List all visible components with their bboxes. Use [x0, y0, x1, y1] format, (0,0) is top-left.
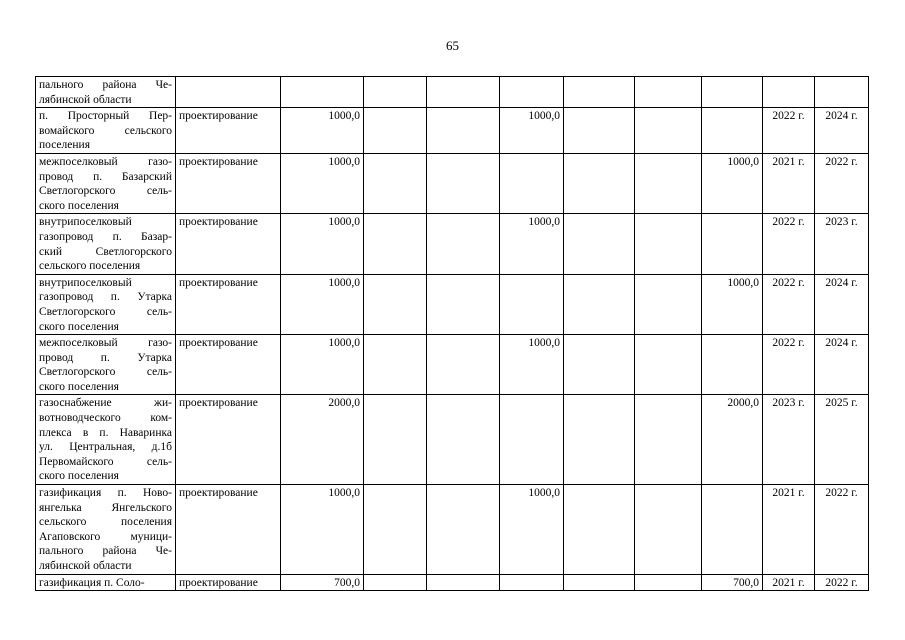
- object-name-line: п. Просторный Пер-: [39, 110, 172, 123]
- object-name-line: Агаповского муници-: [39, 530, 172, 543]
- object-name-line: пального района Че-: [39, 545, 172, 558]
- value-cell: [364, 153, 427, 213]
- value-cell: [564, 485, 635, 575]
- object-name-line: лябинской области: [39, 560, 132, 572]
- value-cell: [564, 108, 635, 154]
- value-cell: [564, 274, 635, 334]
- value-cell: [427, 214, 500, 274]
- object-name-line: вотноводческого ком-: [39, 412, 172, 425]
- value-cell: [635, 108, 702, 154]
- end-year-cell: 2022 г.: [815, 485, 869, 575]
- object-name-line: ского поселения: [39, 380, 119, 393]
- total-cell: 1000,0: [281, 108, 364, 154]
- value-cell: 700,0: [702, 574, 763, 591]
- table-row: [36, 395, 869, 485]
- value-cell: [564, 214, 635, 274]
- value-cell: [564, 335, 635, 395]
- object-name-line: провод п. Базарский: [39, 170, 172, 183]
- value-cell: [500, 395, 564, 485]
- value-cell: [427, 77, 500, 108]
- value-cell: [564, 574, 635, 591]
- object-name-line: внутрипоселковый: [39, 276, 132, 289]
- object-name-line: сельского поселения: [39, 516, 172, 529]
- value-cell: [364, 77, 427, 108]
- value-cell: 1000,0: [500, 485, 564, 575]
- object-name-cell: [36, 108, 176, 154]
- value-cell: [635, 485, 702, 575]
- object-name-line: Светлогорского сель-: [39, 185, 172, 198]
- stage-cell: проектирование: [176, 395, 281, 485]
- value-cell: [702, 335, 763, 395]
- value-cell: [500, 77, 564, 108]
- value-cell: [427, 335, 500, 395]
- stage-cell: [176, 77, 281, 108]
- object-name-line: лябинской области: [39, 93, 132, 106]
- object-name-cell: [36, 574, 176, 591]
- object-name-line: ул. Центральная, д.1б: [39, 441, 172, 454]
- value-cell: [702, 108, 763, 154]
- stage-cell: проектирование: [176, 335, 281, 395]
- object-name-line: межпоселковый газо-: [39, 337, 172, 350]
- object-name-line: пального района Че-: [39, 79, 172, 91]
- value-cell: 1000,0: [702, 153, 763, 213]
- stage-cell: проектирование: [176, 574, 281, 591]
- object-name-cell: [36, 395, 176, 485]
- value-cell: [364, 335, 427, 395]
- start-year-cell: 2021 г.: [763, 574, 815, 591]
- table-row: [36, 77, 869, 108]
- total-cell: 1000,0: [281, 153, 364, 213]
- end-year-cell: 2025 г.: [815, 395, 869, 485]
- object-name-line: Первомайского сель-: [39, 455, 172, 468]
- value-cell: [427, 485, 500, 575]
- value-cell: 1000,0: [500, 214, 564, 274]
- end-year-cell: 2023 г.: [815, 214, 869, 274]
- total-cell: 700,0: [281, 574, 364, 591]
- stage-cell: проектирование: [176, 274, 281, 334]
- object-name-line: плекса в п. Наваринка: [39, 426, 172, 439]
- object-name-line: внутрипоселковый: [39, 216, 132, 229]
- object-name-cell: [36, 153, 176, 213]
- object-name-line: ского поселения: [39, 320, 119, 333]
- object-name-line: межпоселковый газо-: [39, 155, 172, 168]
- total-cell: 1000,0: [281, 214, 364, 274]
- object-name-line: янгелька Янгельского: [39, 501, 172, 514]
- total-cell: [281, 77, 364, 108]
- object-name-cell: [36, 214, 176, 274]
- object-name-line: Светлогорского сель-: [39, 366, 172, 379]
- object-name-line: ского поселения: [39, 470, 119, 483]
- stage-cell: проектирование: [176, 108, 281, 154]
- value-cell: [635, 214, 702, 274]
- end-year-cell: 2022 г.: [815, 574, 869, 591]
- value-cell: 1000,0: [500, 335, 564, 395]
- stage-cell: проектирование: [176, 214, 281, 274]
- value-cell: [427, 108, 500, 154]
- object-name-line: сельского поселения: [39, 260, 141, 273]
- value-cell: [427, 153, 500, 213]
- table-row: [36, 274, 869, 334]
- object-name-line: газопровод п. Утарка: [39, 291, 172, 304]
- value-cell: [364, 395, 427, 485]
- table-row: [36, 214, 869, 274]
- table-row: [36, 485, 869, 575]
- value-cell: 2000,0: [702, 395, 763, 485]
- total-cell: 1000,0: [281, 335, 364, 395]
- end-year-cell: [815, 77, 869, 108]
- end-year-cell: 2022 г.: [815, 153, 869, 213]
- value-cell: 1000,0: [702, 274, 763, 334]
- object-name-cell: [36, 77, 176, 108]
- value-cell: [635, 274, 702, 334]
- start-year-cell: [763, 77, 815, 108]
- table-row: [36, 153, 869, 213]
- value-cell: [364, 574, 427, 591]
- value-cell: [635, 153, 702, 213]
- value-cell: [635, 77, 702, 108]
- value-cell: 1000,0: [500, 108, 564, 154]
- value-cell: [564, 395, 635, 485]
- value-cell: [702, 485, 763, 575]
- object-name-line: Светлогорского сель-: [39, 305, 172, 318]
- object-name-line: ский Светлогорского: [39, 245, 172, 258]
- value-cell: [364, 485, 427, 575]
- total-cell: 1000,0: [281, 274, 364, 334]
- value-cell: [427, 395, 500, 485]
- stage-cell: проектирование: [176, 153, 281, 213]
- object-name-line: газоснабжение жи-: [39, 397, 172, 410]
- object-name-line: газопровод п. Базар-: [39, 230, 172, 243]
- object-name-cell: [36, 274, 176, 334]
- table-row: [36, 574, 869, 591]
- value-cell: [564, 77, 635, 108]
- value-cell: [635, 395, 702, 485]
- value-cell: [364, 108, 427, 154]
- value-cell: [500, 574, 564, 591]
- value-cell: [635, 335, 702, 395]
- value-cell: [564, 153, 635, 213]
- end-year-cell: 2024 г.: [815, 274, 869, 334]
- value-cell: [635, 574, 702, 591]
- object-name-line: поселения: [39, 139, 90, 152]
- start-year-cell: 2022 г.: [763, 214, 815, 274]
- object-name-line: вомайского сельского: [39, 124, 172, 137]
- table-row: [36, 335, 869, 395]
- object-name-line: газификация п. Ново-: [39, 487, 172, 500]
- start-year-cell: 2021 г.: [763, 485, 815, 575]
- total-cell: 1000,0: [281, 485, 364, 575]
- object-name-line: провод п. Утарка: [39, 351, 172, 364]
- start-year-cell: 2021 г.: [763, 153, 815, 213]
- start-year-cell: 2022 г.: [763, 335, 815, 395]
- investment-table: [35, 76, 869, 591]
- end-year-cell: 2024 г.: [815, 335, 869, 395]
- value-cell: [500, 274, 564, 334]
- table-row: [36, 108, 869, 154]
- value-cell: [702, 77, 763, 108]
- start-year-cell: 2022 г.: [763, 274, 815, 334]
- value-cell: [427, 274, 500, 334]
- page-number: 65: [446, 38, 459, 53]
- start-year-cell: 2023 г.: [763, 395, 815, 485]
- stage-cell: проектирование: [176, 485, 281, 575]
- value-cell: [427, 574, 500, 591]
- object-name-line: газификация п. Соло-: [39, 576, 145, 589]
- total-cell: 2000,0: [281, 395, 364, 485]
- object-name-cell: [36, 335, 176, 395]
- value-cell: [500, 153, 564, 213]
- object-name-cell: [36, 485, 176, 575]
- value-cell: [364, 274, 427, 334]
- end-year-cell: 2024 г.: [815, 108, 869, 154]
- value-cell: [702, 214, 763, 274]
- value-cell: [364, 214, 427, 274]
- object-name-line: ского поселения: [39, 199, 119, 212]
- start-year-cell: 2022 г.: [763, 108, 815, 154]
